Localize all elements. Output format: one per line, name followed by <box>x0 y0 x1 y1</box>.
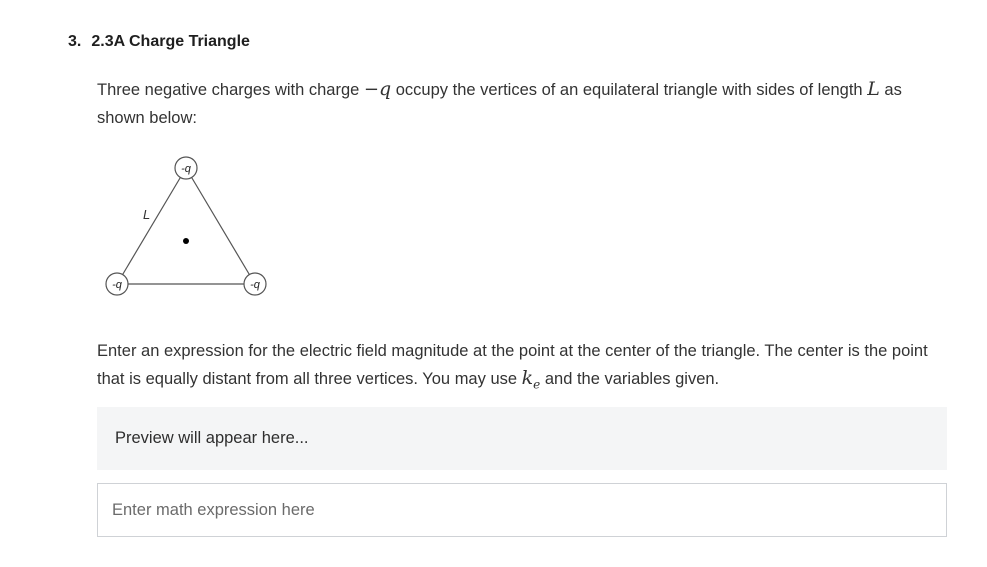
question-instruction <box>97 338 937 398</box>
question-number: 3. <box>68 33 82 50</box>
math-variable-q: q <box>379 78 392 100</box>
side-length-label: L <box>143 207 151 222</box>
math-minus: − <box>363 79 379 100</box>
charge-triangle-figure <box>100 150 275 300</box>
charge-label-bottom-right: -q <box>250 279 260 291</box>
math-variable-k: k <box>521 367 534 389</box>
triangle-sides <box>117 168 255 284</box>
charge-bottom-left <box>106 273 128 295</box>
answer-preview <box>97 407 947 470</box>
prompt-text-2: occupy the vertices of an equilateral triangle with sides of length <box>391 81 868 99</box>
center-point <box>183 238 189 244</box>
prompt-text-1: Three negative charges with charge <box>97 81 364 99</box>
charge-label-top: -q <box>181 163 191 175</box>
preview-text: Preview will appear here... <box>115 429 309 447</box>
prompt-text-3: as shown below: <box>97 81 902 127</box>
question-header <box>68 33 250 51</box>
math-subscript-e: e <box>533 377 541 392</box>
input-placeholder: Enter math expression here <box>112 500 315 519</box>
triangle-side-left <box>117 168 186 284</box>
instruction-text-2: and the variables given. <box>540 370 720 388</box>
math-expression-input[interactable] <box>97 483 947 537</box>
triangle-side-right <box>186 168 255 284</box>
charge-label-bottom-left: -q <box>112 279 122 291</box>
charge-top <box>175 157 197 179</box>
question-title: 2.3A Charge Triangle <box>91 33 250 50</box>
charge-bottom-right <box>244 273 266 295</box>
math-variable-L: L <box>867 78 880 100</box>
instruction-text-1: Enter an expression for the electric field magnitude at the point at the center of the triangle. The center is the point that is equally distant from all three vertices. You may use <box>97 342 928 388</box>
question-prompt <box>97 75 927 132</box>
